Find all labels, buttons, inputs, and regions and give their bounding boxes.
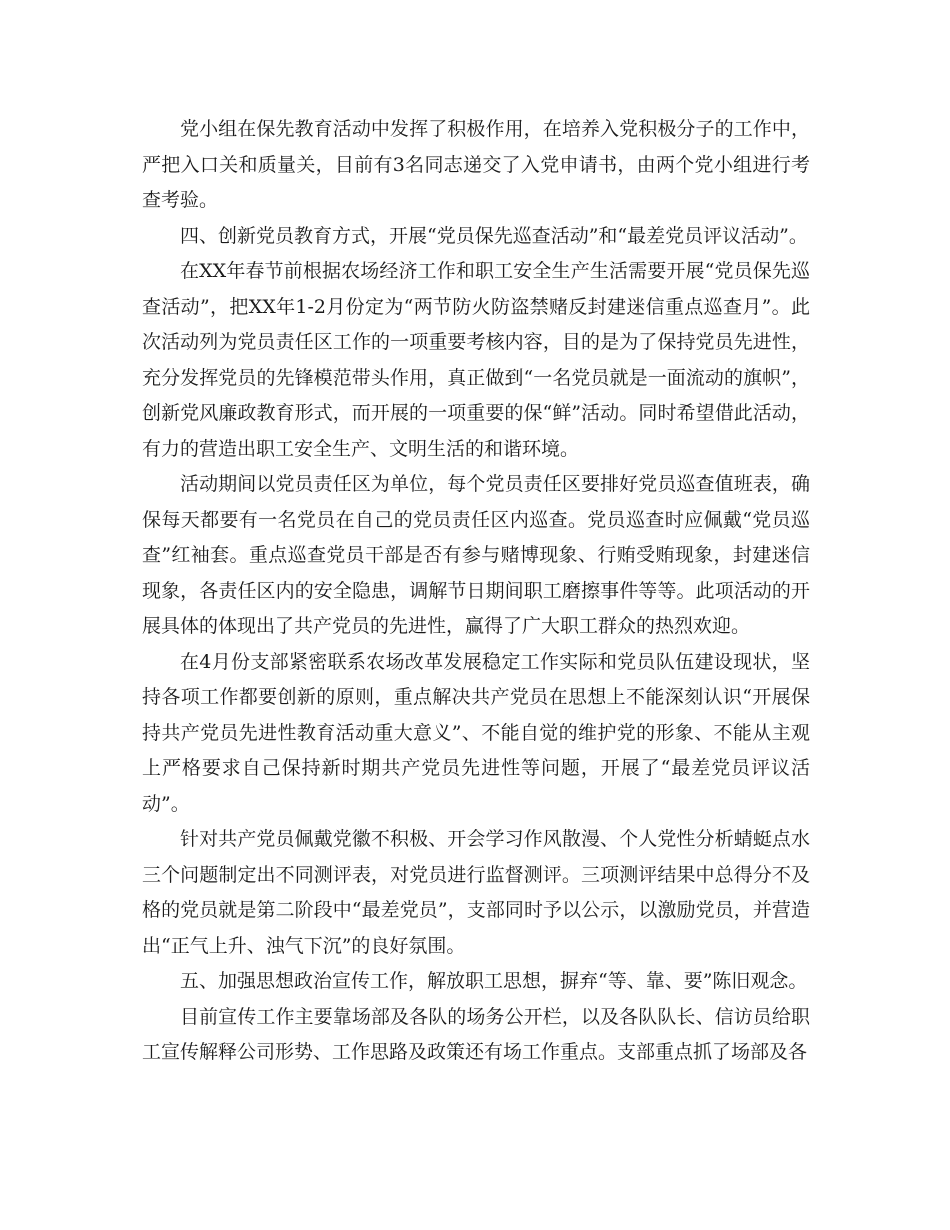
paragraph-5: 在4月份支部紧密联系农场改革发展稳定工作实际和党员队伍建设现状，坚持各项工作都要创新的原则，重点解决共产党员在思想上不能深刻认识“开展保持共产党员先进性教育活动重大意义”、不能自觉的维护党的形象、不能从主观上严格要求自己保持新时期共产党员先进性等问题，开展了“最差党员评议活动”。	[142, 650, 810, 815]
document-body	[142, 112, 810, 1071]
section-heading-5: 五、加强思想政治宣传工作，解放职工思想，摒弃“等、靠、要”陈旧观念。	[180, 970, 808, 992]
paragraph-1: 党小组在保先教育活动中发挥了积极作用，在培养入党积极分子的工作中，严把入口关和质量关，目前有3名同志递交了入党申请书，由两个党小组进行考查考验。	[142, 118, 810, 211]
paragraph-4: 活动期间以党员责任区为单位，每个党员责任区要排好党员巡查值班表，确保每天都要有一名党员在自己的党员责任区内巡查。党员巡查时应佩戴“党员巡查”红袖套。重点巡查党员干部是否有参与赌博现象、行贿受贿现象，封建迷信现象，各责任区内的安全隐患，调解节日期间职工磨擦事件等等。此项活动的开展具体的体现出了共产党员的先进性，赢得了广大职工群众的热烈欢迎。	[142, 473, 810, 637]
paragraph-3: 在XX年春节前根据农场经济工作和职工安全生产生活需要开展“党员保先巡查活动”，把XX年1-2月份定为“两节防火防盗禁赌反封建迷信重点巡查月”。此次活动列为党员责任区工作的一项重要考核内容，目的是为了保持党员先进性，充分发挥党员的先锋模范带头作用，真正做到“一名党员就是一面流动的旗帜”，创新党风廉政教育形式，而开展的一项重要的保“鲜”活动。同时希望借此活动，有力的营造出职工安全生产、文明生活的和谐环境。	[142, 260, 810, 460]
paragraph-6: 针对共产党员佩戴党徽不积极、开会学习作风散漫、个人党性分析蜻蜓点水三个问题制定出不同测评表，对党员进行监督测评。三项测评结果中总得分不及格的党员就是第二阶段中“最差党员”，支部同时予以公示，以激励党员，并营造出“正气上升、浊气下沉”的良好氛围。	[142, 828, 810, 957]
paragraph-8: 目前宣传工作主要靠场部及各队的场务公开栏，以及各队队长、信访员给职工宣传解释公司形势、工作思路及政策还有场工作重点。支部重点抓了场部及各	[142, 1005, 810, 1063]
section-heading-4: 四、创新党员教育方式，开展“党员保先巡查活动”和“最差党员评议活动”。	[180, 224, 808, 247]
